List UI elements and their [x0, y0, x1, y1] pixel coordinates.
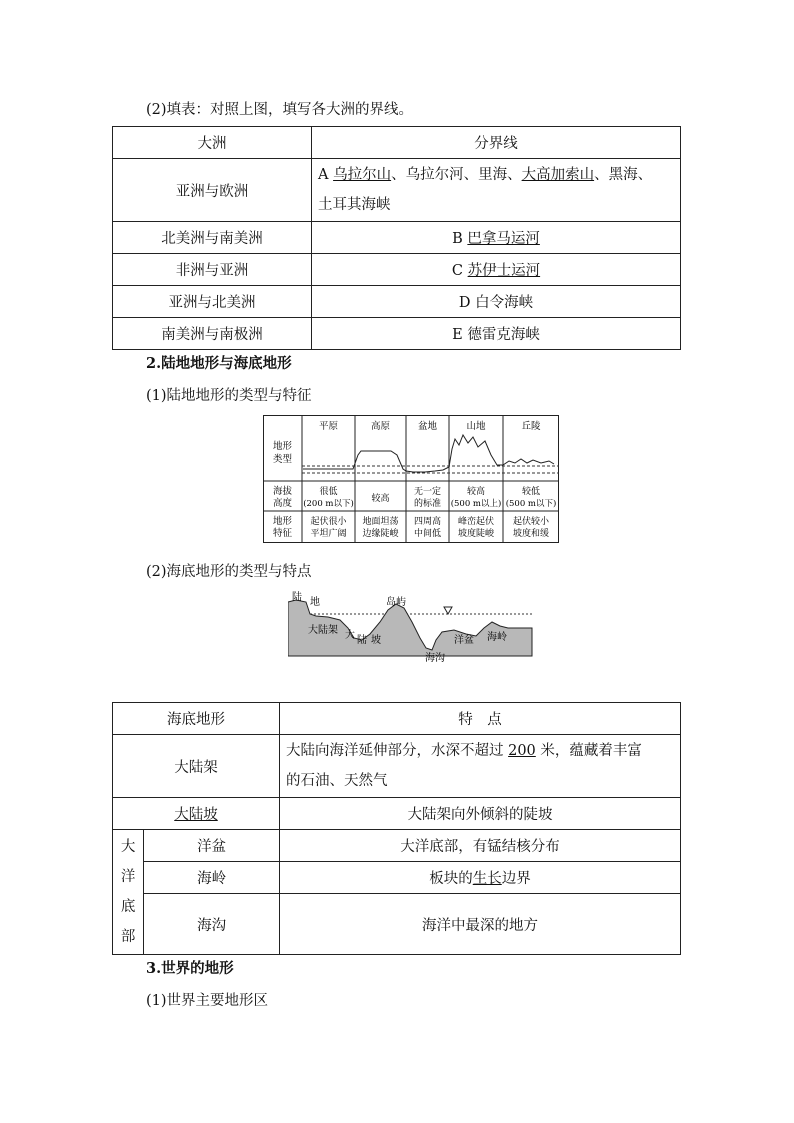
table-row: [113, 318, 681, 350]
label-slope-1: 大: [345, 630, 355, 641]
header-feature: 特 点: [280, 703, 681, 735]
table-row: [113, 254, 681, 286]
text: 部: [120, 929, 136, 945]
type-mountain: 山地: [466, 421, 486, 432]
label-island: 岛屿: [386, 597, 406, 608]
header-boundary: 分界线: [312, 127, 681, 159]
table-row: [113, 286, 681, 318]
alt-plain-2: (200 m以下): [303, 499, 354, 509]
text: 底: [120, 899, 136, 915]
header-continent: 大洲: [113, 127, 312, 159]
seafloor-desc: [280, 862, 681, 894]
label-slope-2: 陆: [357, 635, 367, 646]
label-land-2: 地: [310, 597, 320, 608]
boundary-cell: [312, 254, 681, 286]
label-trench: 海沟: [425, 653, 445, 664]
label-land-1: 陆: [292, 592, 302, 603]
table-header-row: [113, 703, 681, 735]
boundary-cell: [312, 222, 681, 254]
answer: 大陆坡: [174, 807, 218, 823]
text: 洋: [120, 869, 136, 885]
feat-basin-1: 四周高: [413, 517, 442, 527]
section-2-sub2: (2)海底地形的类型与特点: [146, 564, 312, 580]
alt-plateau: 较高: [371, 494, 390, 504]
row-label-type-2: 类型: [272, 454, 293, 465]
prefix: B: [452, 231, 468, 247]
answer: 巴拿马运河: [467, 231, 540, 247]
text: 、乌拉尔河、里海、: [391, 167, 522, 183]
seafloor-table: [112, 702, 681, 955]
land-landform-diagram: [263, 415, 559, 543]
seafloor-desc: 海洋中最深的地方: [280, 894, 681, 955]
text: 大: [120, 839, 136, 855]
feat-mountain-2: 坡度陡峻: [457, 529, 495, 539]
seafloor-name: 洋盆: [144, 830, 280, 862]
table-row: [113, 830, 681, 862]
alt-mountain-2: (500 m以上): [450, 499, 502, 509]
table-row: [113, 862, 681, 894]
type-basin: 盆地: [417, 421, 438, 432]
seafloor-desc: [280, 735, 681, 798]
label-basin: 洋盆: [454, 635, 474, 646]
answer: 生长: [472, 871, 502, 887]
feat-plain-2: 平坦广阔: [310, 529, 347, 539]
seafloor-desc: 大洋底部，有锰结核分布: [280, 830, 681, 862]
row-label-alt-2: 高度: [272, 498, 293, 509]
section-2-sub1: (1)陆地地形的类型与特征: [146, 388, 312, 404]
prefix: D: [458, 295, 476, 311]
row-label-feat-2: 特征: [272, 528, 293, 539]
table-row: [113, 222, 681, 254]
alt-plain-1: 很低: [319, 487, 338, 497]
seafloor-desc: 大陆架向外倾斜的陡坡: [280, 798, 681, 830]
answer: 大高加索山: [521, 167, 595, 183]
continent-boundary-table: [112, 126, 681, 350]
alt-basin-1: 无一定: [413, 487, 442, 497]
feat-basin-2: 中间低: [413, 529, 442, 539]
table-row: [113, 894, 681, 955]
answer: 苏伊士运河: [467, 263, 541, 279]
feat-hill-2: 坡度和缓: [512, 529, 550, 539]
section-3-title: 3.世界的地形: [146, 960, 234, 977]
feat-plateau-2: 边缘陡峻: [362, 529, 399, 539]
alt-basin-2: 的标准: [413, 499, 442, 509]
answer: 德雷克海峡: [467, 327, 540, 343]
label-slope-3: 坡: [371, 635, 381, 646]
text: 边界: [501, 871, 531, 887]
type-hill: 丘陵: [521, 421, 541, 432]
alt-hill-1: 较低: [521, 487, 541, 497]
table-row: [113, 735, 681, 798]
answer: 200: [508, 743, 536, 759]
continent-cell: 亚洲与欧洲: [113, 159, 312, 222]
answer: 乌拉尔山: [333, 167, 392, 183]
text: 、黑海、: [594, 167, 653, 183]
section-2-title: 2.陆地地形与海底地形: [146, 355, 292, 372]
row-label-feat-1: 地形: [272, 516, 293, 527]
continent-cell: 北美洲与南美洲: [113, 222, 312, 254]
table-row: [113, 159, 681, 222]
text: 的石油、天然气: [286, 773, 388, 789]
header-seafloor: 海底地形: [113, 703, 280, 735]
feat-plain-1: 起伏很小: [310, 517, 347, 527]
feat-plateau-1: 地面坦荡: [362, 517, 399, 527]
text: 米，蕴藏着丰富: [535, 743, 642, 759]
boundary-cell: [312, 318, 681, 350]
seafloor-name: 海沟: [144, 894, 280, 955]
type-plain: 平原: [318, 421, 339, 432]
alt-mountain-1: 较高: [466, 487, 486, 497]
ocean-floor-group-label: [113, 830, 144, 955]
answer: 白令海峡: [475, 295, 534, 311]
feat-hill-1: 起伏较小: [512, 517, 550, 527]
label-shelf: 大陆架: [308, 625, 338, 636]
seafloor-name: [113, 798, 280, 830]
prefix: E: [452, 327, 468, 343]
boundary-cell: [312, 159, 681, 222]
table-header-row: [113, 127, 681, 159]
continent-cell: 非洲与亚洲: [113, 254, 312, 286]
section-3-sub1: (1)世界主要地形区: [146, 993, 269, 1009]
continent-cell: 亚洲与北美洲: [113, 286, 312, 318]
feat-mountain-1: 峰峦起伏: [457, 517, 495, 527]
text: 大陆向海洋延伸部分，水深不超过: [286, 743, 509, 759]
table-row: [113, 798, 681, 830]
type-plateau: 高原: [370, 421, 391, 432]
text: 土耳其海峡: [318, 197, 391, 213]
continent-cell: 南美洲与南极洲: [113, 318, 312, 350]
row-label-alt-1: 海拔: [272, 486, 293, 497]
alt-hill-2: (500 m以下): [505, 499, 557, 509]
seafloor-diagram: [288, 588, 534, 666]
prefix: C: [451, 263, 468, 279]
row-label-type-1: 地形: [272, 441, 293, 452]
seafloor-name: 大陆架: [113, 735, 280, 798]
sea-level-icon: [444, 607, 452, 614]
prefix: A: [318, 167, 334, 183]
seafloor-name: 海岭: [144, 862, 280, 894]
boundary-cell: [312, 286, 681, 318]
text: 板块的: [429, 871, 473, 887]
q2-title: (2)填表：对照上图，填写各大洲的界线。: [146, 102, 414, 118]
label-ridge: 海岭: [487, 632, 507, 643]
